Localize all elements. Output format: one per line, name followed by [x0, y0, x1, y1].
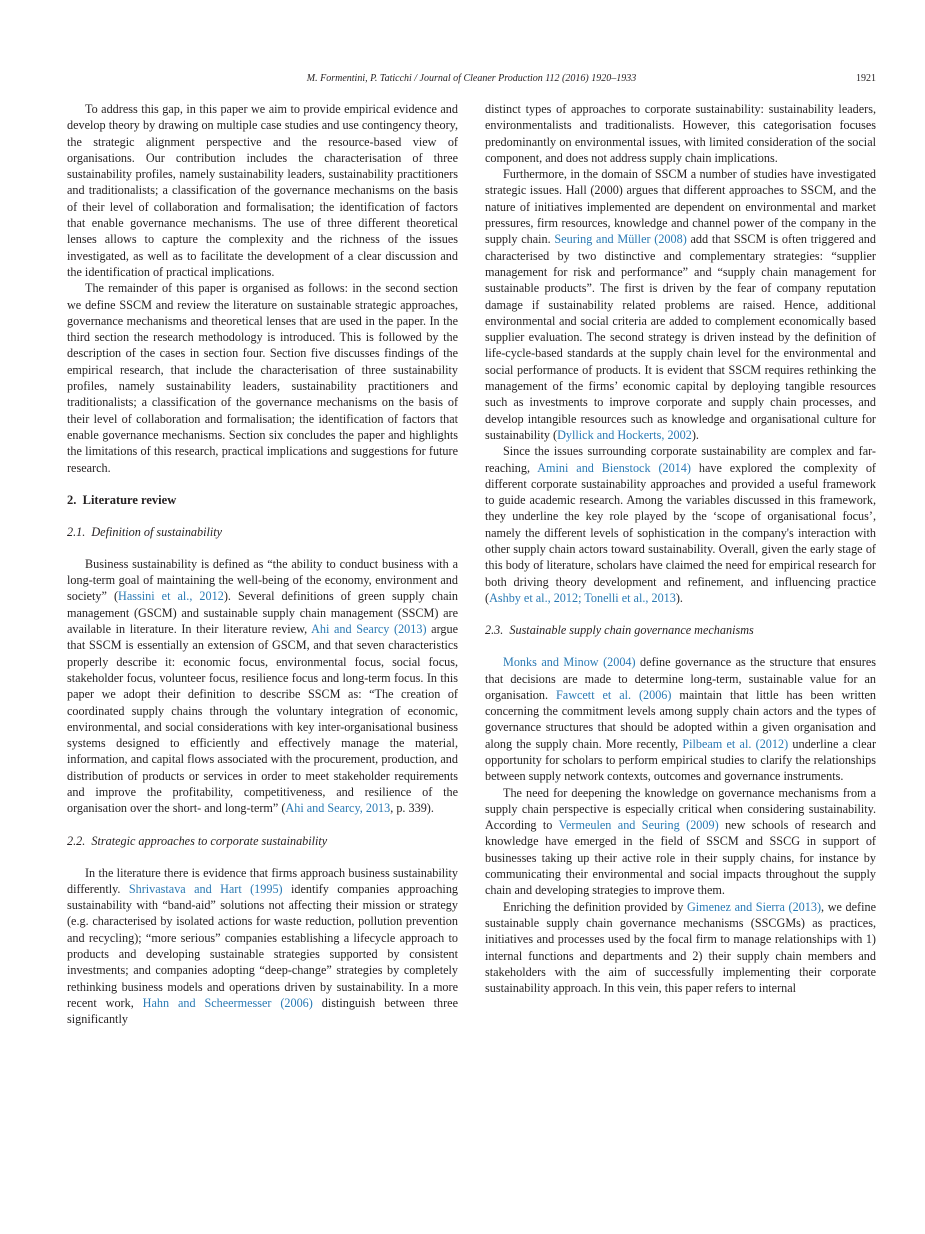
paragraph-sscgm-definition	[485, 899, 876, 997]
paragraph-complexity	[485, 443, 876, 606]
subsection-heading-definition: 2.1. Definition of sustainability	[67, 524, 223, 539]
text-run: ). Several definitions of green supply chain management (GSCM) and sustainable supply chain management (SSCM) are available in literature. In their literature review,	[67, 589, 458, 637]
intro-paragraph-structure: The remainder of this paper is organised as follows: in the second section we define SSCM and review the literature on sustainable strategic approaches, governance mechanisms and theoretical lenses that are used in the paper. In the third section the research methodology is introduced. This is followed by the description of the cases in section four. Section five discusses findings of the empirical research, that include the characterisation of three sustainability profiles, namely sustainability leaders, sustainability practitioners and traditionalists; a classification of the governance mechanisms on the basis of their level of collaboration and formalisation; the identification of factors that enable governance mechanisms. Section six concludes the paper and highlights the limitations of this research, practical implications and suggestions for future research.	[67, 281, 458, 475]
citation-link[interactable]: Vermeulen and Seuring (2009)	[558, 818, 719, 833]
citation-link[interactable]: Shrivastava and Hart (1995)	[128, 881, 283, 896]
paragraph-governance-definition	[485, 654, 876, 784]
subsection-heading-governance-mechanisms: 2.3. Sustainable supply chain governance mechanisms	[485, 623, 754, 638]
text-run: ).	[675, 590, 683, 605]
text-run: Business sustainability is defined as “the ability to conduct business with a long-term goal of maintaining the well-being of the economy, environment and society” (	[67, 556, 458, 604]
running-title: M. Formentini, P. Taticchi / Journal of Cleaner Production 112 (2016) 1920–1933	[306, 73, 637, 84]
citation-link[interactable]: Ahi and Searcy, 2013	[285, 801, 391, 816]
right-column	[485, 101, 876, 996]
citation-link[interactable]: Fawcett et al. (2006)	[556, 687, 672, 702]
citation-link[interactable]: Ahi and Searcy (2013)	[311, 622, 427, 637]
text-run: new schools of research and knowledge have emerged in the field of SSCM and SSCG in support of businesses taking up their active role in their supply chains, for instance by communicating their environmental and social impacts throughout the supply chain and developing strategies to improve them.	[485, 818, 876, 898]
citation-link[interactable]: Pilbeam et al. (2012)	[682, 736, 789, 751]
paragraph-continuation: distinct types of approaches to corporate sustainability: sustainability leaders, environmentalists and traditionalists. However, this categorisation focuses predominantly on environmental issues, with limited consideration of the social component, and does not address supply chain implications.	[485, 102, 876, 165]
citation-link[interactable]: Gimenez and Sierra (2013)	[686, 899, 822, 914]
text-run: , we define sustainable supply chain governance mechanisms (SSCGMs) as practices, initiatives and processes used by the focal firm to manage relationships with 1) internal functions and departments and 2) their supply chain members and stakeholders with the aim of successfully implementing their corporate sustainability approach. In this vein, this paper refers to internal	[485, 899, 876, 996]
text-run: add that SSCM is often triggered and characterised by two distinctive and complementary strategies: “supplier management for risk and performance” and “supply chain management for sustainable products”. The first is driven by the fear of company reputation damage if sustainability related problems are raised. Hence, additional environmental and social criteria are added to complement economically based supplier evaluation. The second strategy is driven instead by the definition of life-cycle-based standards at the supply chain level for the environmental and social performance of products. It is evident that SSCM requires rethinking the management of the firms’ economic capital by deploying tangible resources such as investments to improve corporate and supply chain processes, and develop intangible resources such as knowledge and organisational culture for sustainability (	[485, 232, 876, 442]
page-number: 1921	[856, 73, 876, 84]
subsection-heading-strategic-approaches: 2.2. Strategic approaches to corporate sustainability	[67, 833, 328, 848]
text-run: Furthermore, in the domain of SSCM a number of studies have investigated strategic issues. Hall (2000) argues that different approaches to SSCM, and the nature of initiatives implemented are dependent on environmental and market pressures, firm resources, knowledge and channel power of the company in the supply chain.	[485, 167, 876, 247]
text-run: Since the issues surrounding corporate sustainability are complex and far-reaching,	[485, 444, 876, 475]
citation-link[interactable]: Dyllick and Hockerts, 2002	[557, 427, 692, 442]
citation-link[interactable]: Hahn and Scheermesser (2006)	[142, 995, 313, 1010]
paragraph-definition-sustainability	[67, 556, 458, 817]
text-run: In the literature there is evidence that firms approach business sustainability differently.	[67, 865, 458, 896]
citation-link[interactable]: Ashby et al., 2012; Tonelli et al., 2013	[489, 590, 676, 605]
citation-link[interactable]: Monks and Minow (2004)	[503, 655, 636, 670]
text-run: maintain that little has been written concerning the commitment levels among supply chain actors and the types of governance structures that should be adopted within a given organisation and along the supply chain. More recently,	[485, 687, 876, 751]
text-run: identify companies approaching sustainability with “band-aid” solutions not affecting their mission or strategy (e.g. characterised by isolated actions for waste reduction, pollution prevention and recycling); “more serious” companies establishing a lifecycle approach to products and developing sustainable strategies supported by consistent investments; and companies adopting “deep-change” strategies by completely rethinking business models and operations driven by sustainability. In a more recent work,	[67, 881, 459, 1010]
citation-link[interactable]: Hassini et al., 2012	[118, 589, 224, 604]
text-run: , p. 339).	[390, 801, 434, 816]
paragraph-strategic-approaches	[67, 865, 458, 1028]
text-run: The need for deepening the knowledge on governance mechanisms from a supply chain perspective is especially critical when considering sustainability. According to	[485, 785, 876, 833]
paragraph-governance-need	[485, 785, 876, 899]
text-run: distinguish between three significantly	[67, 995, 458, 1027]
running-head	[67, 73, 876, 85]
text-run: underline a clear opportunity for scholars to perform empirical studies to clarify the relationships between supply network contexts, outcomes and governance instruments.	[485, 736, 876, 784]
paragraph-sscm-strategic-issues	[485, 166, 876, 443]
left-column	[67, 101, 458, 1028]
text-run: ).	[691, 427, 699, 442]
text-run: Enriching the definition provided by	[503, 899, 687, 914]
text-run: have explored the complexity of different corporate sustainability approaches and provided a useful framework to guide academic research. Among the variables discussed in this framework, they underline the key role played by the ‘scope of organisational focus’, namely the different levels of sophistication in the company's interaction with other supply chain actors toward sustainability. Overall, given the early stage of this body of literature, scholars have claimed the need for empirical research for both driving theory development and refinement, and influencing practice (	[485, 460, 876, 605]
citation-link[interactable]: Amini and Bienstock (2014)	[537, 460, 691, 475]
text-run: define governance as the structure that ensures that decisions are made to determine long-term, sustainable value for an organisation.	[485, 655, 876, 702]
text-run: argue that SSCM is essentially an extension of GSCM, and that seven characteristics properly describe it: economic focus, environmental focus, social focus, stakeholder focus, volunteer focus, resilience focus and long-term focus. In this paper we adopt their definition to describe SSCM as: “The creation of coordinated supply chains through the voluntary integration of economic, environmental, and social considerations with key inter-organisational business systems designed to efficiently and effectively manage the material, information, and capital flows associated with the procurement, production, and distribution of products or services in order to meet stakeholder requirements and improve the profitability, competitiveness, and resilience of the organisation over the short- and long-term” (	[67, 622, 459, 816]
intro-paragraph-contribution: To address this gap, in this paper we aim to provide empirical evidence and develop theory by drawing on multiple case studies and use contingency theory, the strategic alignment perspective and the resource-based view of organisations. Our contribution includes the characterisation of three sustainability profiles, namely sustainability leaders, sustainability practitioners and traditionalists; a classification of the governance mechanisms on the basis of their level of collaboration and formalisation; the identification of factors that enable governance mechanisms. The use of three different theoretical lenses allows to capture the complexity and the richness of the issues investigated, as well as to facilitate the development of a clear discussion and the identification of practical implications.	[67, 102, 458, 279]
citation-link[interactable]: Seuring and Müller (2008)	[554, 232, 687, 247]
section-heading-literature-review: 2. Literature review	[67, 492, 177, 507]
